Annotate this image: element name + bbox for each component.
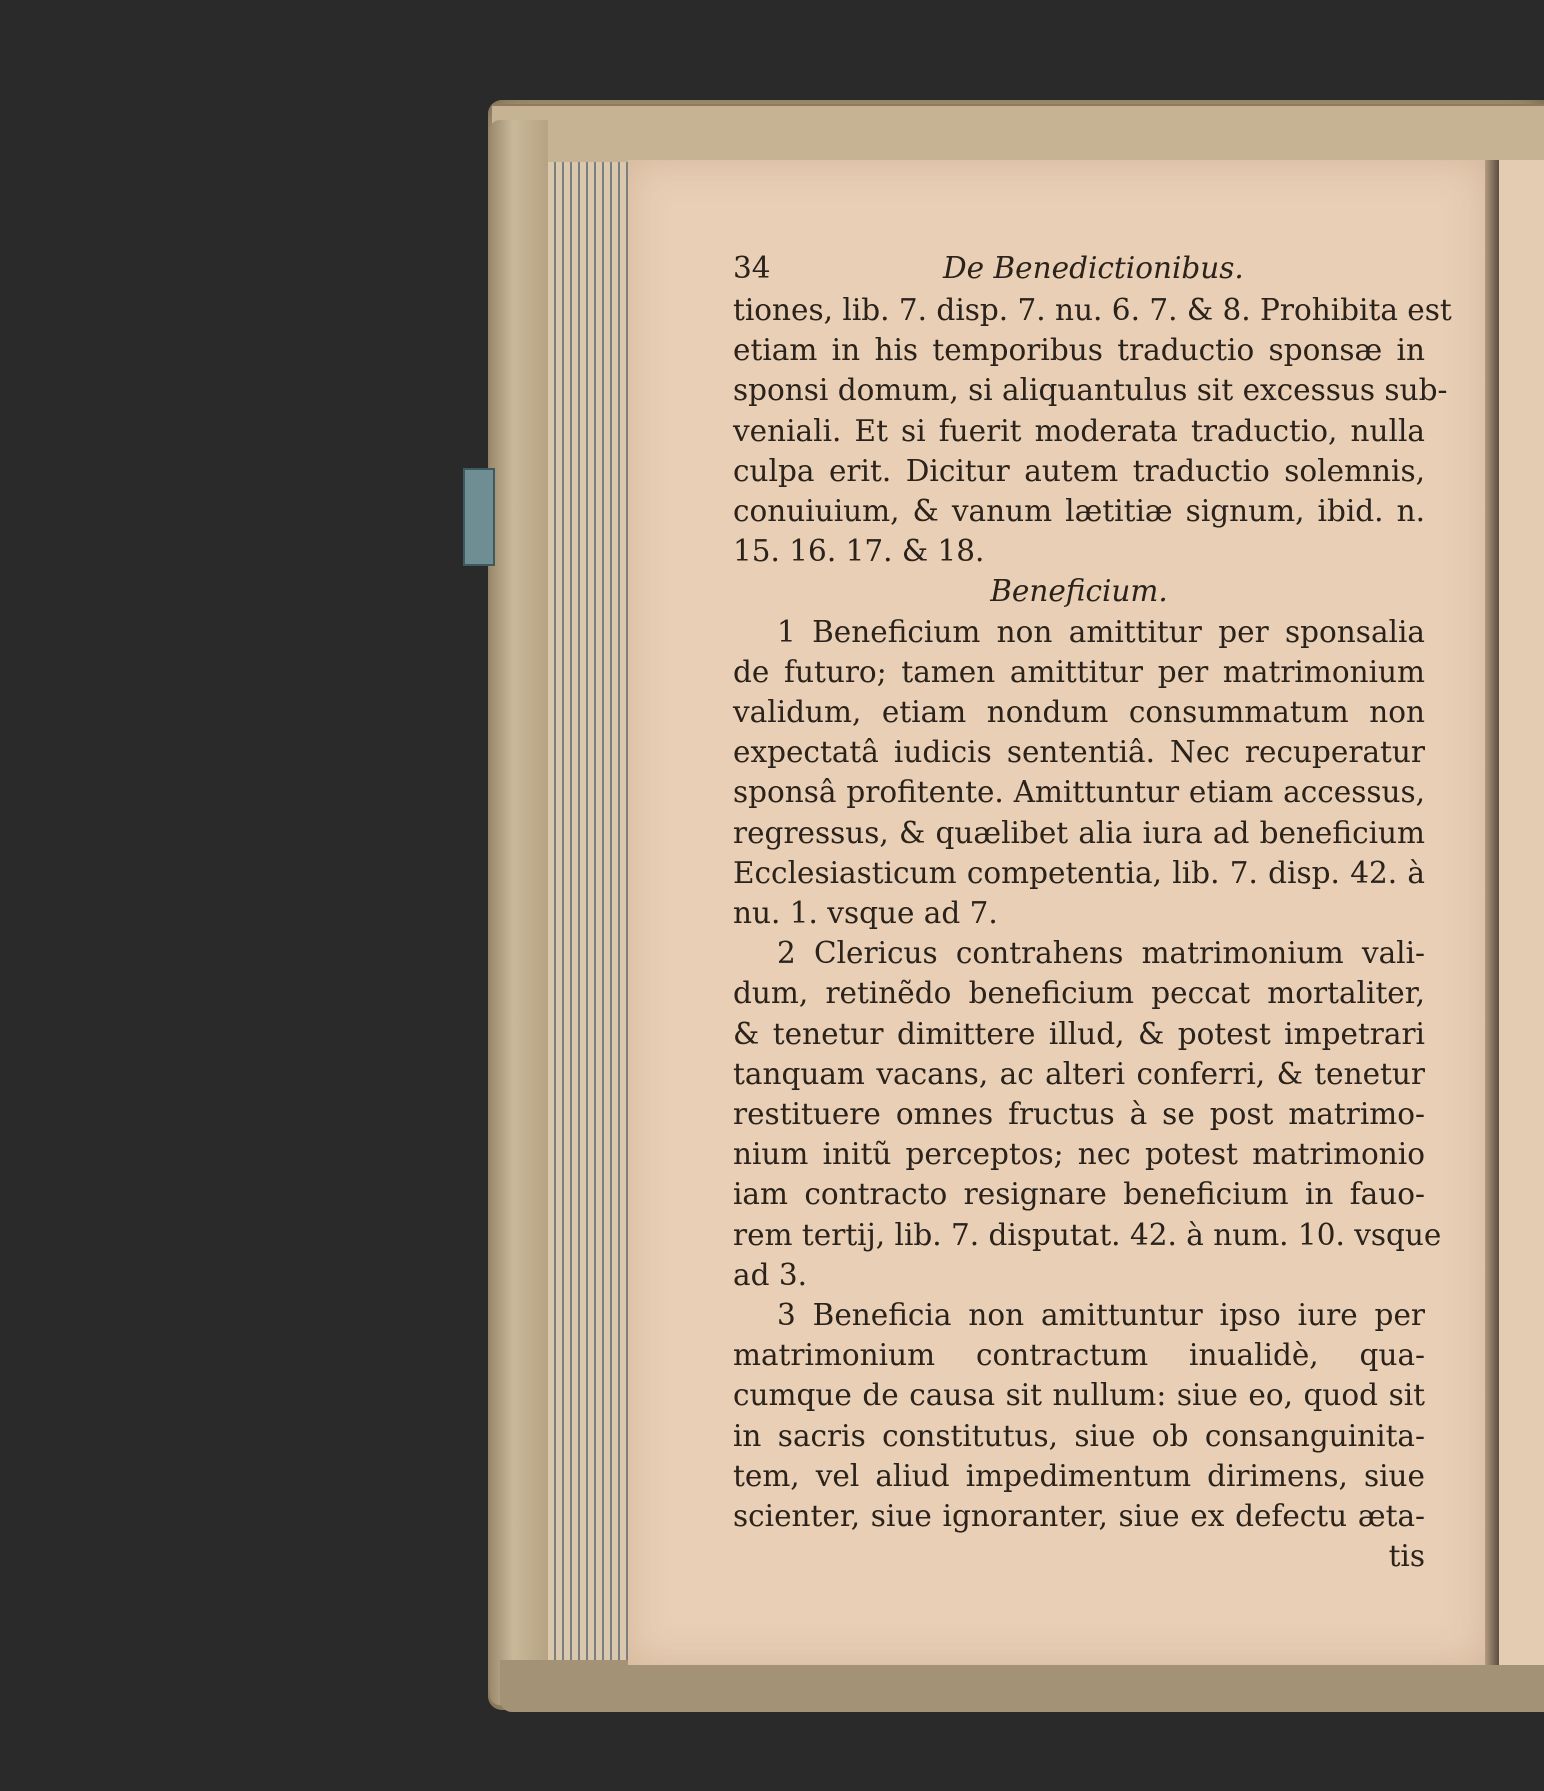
item-2 — [733, 933, 1442, 1295]
text-line: & tenetur dimittere illud, & potest impetrari — [733, 1016, 1425, 1051]
text-line: sponsâ profitente. Amittuntur etiam accessus, — [733, 775, 1425, 810]
metal-clasp — [463, 468, 495, 566]
text-line: etiam in his temporibus traductio sponsæ in — [733, 333, 1425, 368]
text-line: tanquam vacans, ac alteri conferri, & tenetur — [733, 1056, 1425, 1091]
text-line: de futuro; tamen amittitur per matrimonium — [733, 654, 1425, 689]
page-text — [733, 248, 1452, 1577]
item-1 — [733, 612, 1425, 934]
text-line: rem tertij, lib. 7. disputat. 42. à num. 10. vsque — [733, 1217, 1442, 1252]
book-bottom-edge — [500, 1660, 1544, 1712]
text-line: iam contracto resignare beneficium in fauo- — [733, 1177, 1425, 1212]
text-line: 2 Clericus contrahens matrimonium vali- — [777, 936, 1425, 971]
text-line: 15. 16. 17. & 18. — [733, 534, 985, 569]
text-line: in sacris constitutus, siue ob consanguinita- — [733, 1418, 1425, 1453]
text-line: tiones, lib. 7. disp. 7. nu. 6. 7. & 8. Prohibita est — [733, 293, 1452, 327]
text-line: restituere omnes fructus à se post matrimo- — [733, 1097, 1425, 1132]
text-line: veniali. Et si fuerit moderata traductio, nulla — [733, 413, 1425, 448]
section-title: Beneficium. — [990, 574, 1168, 609]
text-line: dum, retinẽdo beneficium peccat mortaliter, — [733, 976, 1425, 1011]
text-line: regressus, & quælibet alia iura ad beneficium — [733, 815, 1425, 850]
text-line: culpa erit. Dicitur autem traductio solemnis, — [733, 453, 1425, 488]
text-line: 1 Beneficium non amittitur per sponsalia — [777, 614, 1425, 649]
page-gutter — [1485, 160, 1499, 1665]
book-spine-edge — [490, 120, 548, 1705]
text-line: matrimonium contractum inualidè, qua- — [733, 1338, 1425, 1373]
text-line: scienter, siue ignoranter, siue ex defectu æta- — [733, 1499, 1425, 1534]
text-line: validum, etiam nondum consummatum non — [733, 695, 1425, 730]
text-line: cumque de causa sit nullum: siue eo, quod sit — [733, 1378, 1425, 1413]
catchword: tis — [1388, 1539, 1425, 1574]
page-header — [733, 248, 1425, 290]
text-line: 3 Beneficia non amittuntur ipso iure per — [777, 1298, 1425, 1333]
text-line: nium initũ perceptos; nec potest matrimonio — [733, 1137, 1425, 1172]
item-3 — [733, 1295, 1425, 1536]
text-line: tem, vel aliud impedimentum dirimens, siue — [733, 1458, 1425, 1493]
stacked-page-edges — [548, 162, 628, 1672]
facing-page-edge — [1499, 160, 1544, 1665]
running-head: De Benedictionibus. — [943, 251, 1244, 285]
text-line: nu. 1. vsque ad 7. — [733, 896, 998, 931]
book-top-edge — [492, 104, 1544, 162]
page-number: 34 — [733, 251, 771, 285]
text-line: sponsi domum, si aliquantulus sit excessus sub- — [733, 373, 1448, 408]
text-line: ad 3. — [733, 1257, 807, 1292]
text-line: conuiuium, & vanum lætitiæ signum, ibid. n. — [733, 494, 1425, 529]
text-line: Ecclesiasticum competentia, lib. 7. disp. 42. à — [733, 855, 1425, 890]
text-line: expectatâ iudicis sententiâ. Nec recuperatur — [733, 735, 1425, 770]
paragraph-opening — [733, 290, 1452, 571]
